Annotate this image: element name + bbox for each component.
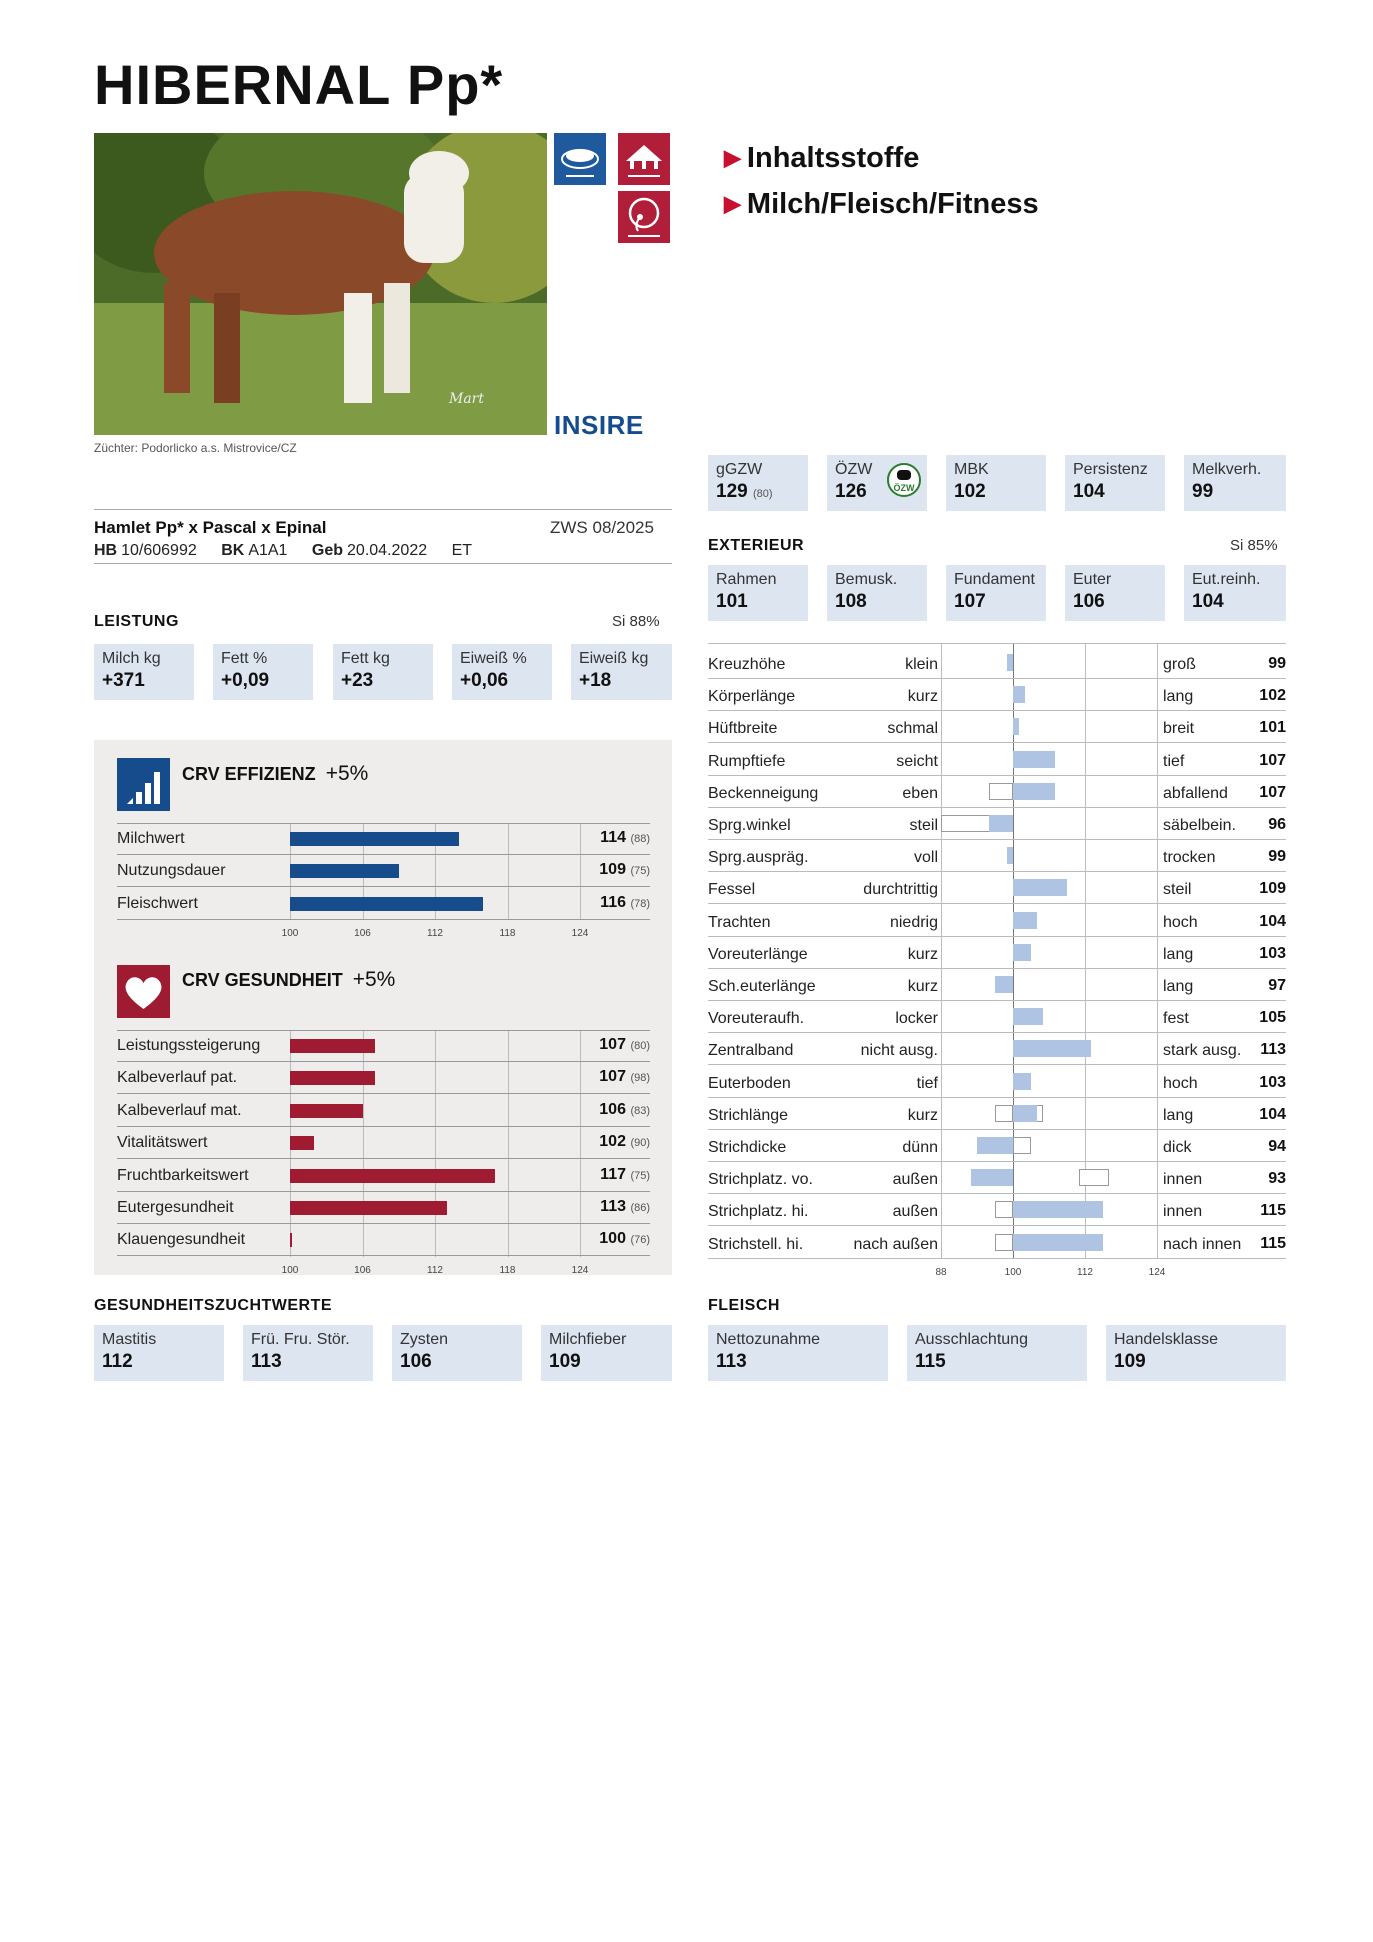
section-heading-fleisch: FLEISCH [708,1297,780,1314]
row-value-number: 113 [600,1198,626,1215]
trait-high-label: groß [1163,656,1196,673]
range-box [995,1234,1013,1251]
leistung-box: Fett kg +23 [333,644,433,700]
insire-badge: INSIRE [554,410,644,440]
trait-value: 105 [1259,1009,1286,1027]
trait-row [708,1066,1286,1098]
row-value-number: 117 [600,1165,626,1183]
trait-high-label: hoch [1163,913,1198,931]
row-value-number: 102 [599,1133,626,1151]
identifiers: HB 10/606992 BK A1A1 Geb 20.04.2022 ET [94,542,473,559]
trait-bar [1013,912,1037,929]
trait-low-label: kurz [907,945,938,963]
value-bar [290,897,483,911]
row-si: (90) [630,1137,650,1150]
barn-icon [618,133,670,185]
range-box [1013,1137,1031,1154]
row-value [599,1068,650,1086]
trait-name: Trachten [708,913,771,931]
value-bar [290,1233,292,1247]
trait-high-label: nach innen [1163,1235,1242,1253]
trait-bar [1013,1201,1103,1218]
row-label: Milchwert [117,830,185,847]
fleisch-box: Ausschlachtung 115 [907,1325,1087,1381]
row-value [599,1036,650,1054]
crv-row [117,888,650,920]
trait-name: Fessel [708,881,756,899]
divider [94,509,672,510]
trait-value: 97 [1268,977,1286,994]
trait-high-label: hoch [1163,1074,1198,1092]
trait-value: 101 [1259,719,1286,737]
row-value-number: 107 [599,1068,626,1086]
trait-name: Sch.euterlänge [708,978,816,995]
leistung-si: Si 88% [612,613,660,630]
axis-tick-label: 112 [427,1264,443,1276]
trait-bar [1013,944,1031,961]
trait-bar [977,1137,1013,1154]
axis-tick-label: 100 [281,1264,299,1276]
crv-row [117,1127,650,1159]
photo-watermark: Mart [449,391,484,407]
divider [94,563,672,564]
trait-name: Strichlänge [708,1106,789,1124]
trait-value: 99 [1268,848,1286,866]
trait-high-label: stark ausg. [1163,1042,1242,1060]
section-heading-exterieur: EXTERIEUR [708,537,805,554]
trait-value: 104 [1259,912,1286,930]
trait-row [708,1001,1286,1033]
summary-box: MBK 102 [946,455,1046,511]
milk-component-icon [554,133,606,185]
row-label: Fruchtbarkeitswert [117,1166,249,1184]
trait-high-label: steil [1163,881,1192,899]
row-divider [117,823,650,824]
trait-low-label: dünn [902,1139,938,1156]
row-si: (86) [630,1202,650,1214]
summary-box: Persistenz 104 [1065,455,1165,511]
row-label: Klauengesundheit [117,1231,246,1249]
row-si: (98) [630,1072,650,1085]
trait-value: 103 [1259,944,1286,962]
summary-box: ÖZW 126 ÖZW [827,455,927,511]
leistung-box: Eiweiß kg +18 [571,644,672,700]
summary-box: Melkverh. 99 [1184,455,1286,511]
value-bar [290,1201,447,1215]
trait-low-label: klein [905,656,938,673]
row-value [600,894,650,912]
trait-high-label: innen [1163,1203,1203,1221]
axis-tick-label: 112 [427,928,443,940]
value-bar [290,1039,375,1053]
crv-row [117,1095,650,1127]
trait-low-label: außen [892,1171,938,1189]
oezw-logo-icon: ÖZW [887,463,921,497]
row-divider [708,643,1286,644]
crv-row [117,1192,650,1224]
trait-row [708,872,1286,904]
trait-name: Körperlänge [708,688,796,706]
trait-high-label: lang [1163,688,1194,706]
trait-row [708,808,1286,840]
trait-row [708,1130,1286,1162]
exterieur-box: Fundament 107 [946,565,1046,621]
trait-value: 104 [1259,1105,1286,1123]
gesundheit-heading: CRV GESUNDHEIT +5% [182,968,396,991]
row-value-number: 114 [600,829,626,846]
trait-value: 93 [1268,1170,1286,1188]
row-value [600,829,650,847]
trait-name: Kreuzhöhe [708,656,786,673]
trait-value: 96 [1268,816,1286,833]
trait-high-label: innen [1163,1171,1203,1189]
trait-row [708,711,1286,743]
section-heading-leistung: LEISTUNG [94,613,179,630]
row-si: (80) [630,1040,650,1052]
value-bar [290,1104,363,1118]
fleisch-box: Nettozunahme 113 [708,1325,888,1381]
trait-name: Euterboden [708,1074,791,1092]
section-heading-gesundheitszw: GESUNDHEITSZUCHTWERTE [94,1297,333,1314]
row-si: (78) [630,897,650,910]
value-bar [290,1169,495,1183]
value-bar [290,1136,314,1150]
trait-bar [1013,718,1019,735]
trait-name: Strichplatz. vo. [708,1171,813,1189]
trait-low-label: seicht [896,752,938,770]
trait-low-label: voll [913,849,938,867]
trait-row [708,905,1286,937]
row-label: Eutergesundheit [117,1199,234,1216]
trait-low-label: durchtrittig [863,881,938,899]
triangle-icon: ▶ [724,191,741,216]
trait-value: 102 [1259,687,1286,705]
trait-value: 107 [1259,751,1286,769]
exterieur-box: Euter 106 [1065,565,1165,621]
trait-name: Rumpftiefe [708,752,786,770]
gesundheitszw-box: Milchfieber 109 [541,1325,672,1381]
trait-low-label: kurz [907,978,938,995]
row-value [599,1101,650,1119]
crv-row [117,1062,650,1094]
trait-low-label: kurz [907,1106,938,1124]
trait-bar [1013,1008,1043,1025]
trait-row [708,1194,1286,1226]
trait-value: 99 [1268,655,1286,672]
exterieur-box: Eut.reinh. 104 [1184,565,1286,621]
gesundheitszw-box: Zysten 106 [392,1325,522,1381]
row-value-number: 107 [599,1036,626,1053]
crv-row [117,855,650,887]
row-value [600,1166,650,1184]
trait-row [708,744,1286,776]
breeder-caption: Züchter: Podorlicko a.s. Mistrovice/CZ [94,441,297,455]
row-label: Vitalitätswert [117,1134,208,1152]
trait-row [708,1162,1286,1194]
health-heart-icon [117,965,170,1018]
gesundheitszw-box: Mastitis 112 [94,1325,224,1381]
trait-bar [1007,654,1013,671]
trait-row [708,776,1286,808]
trait-low-label: steil [909,817,938,834]
crv-row [117,1030,650,1062]
axis-tick-label: 100 [1004,1266,1022,1278]
value-bar [290,864,399,878]
row-label: Fleischwert [117,894,198,912]
row-label: Kalbeverlauf pat. [117,1069,238,1087]
trait-bar [989,815,1013,832]
trait-row [708,840,1286,872]
trait-bar [1013,1234,1103,1251]
trait-value: 115 [1260,1202,1286,1220]
trait-bar [1013,1105,1037,1122]
triangle-icon: ▶ [724,145,741,170]
trait-bar [1013,686,1025,703]
trait-bar [1013,751,1055,768]
axis-tick-label: 124 [571,928,589,940]
range-box [995,1105,1013,1122]
trait-row [708,679,1286,711]
trait-low-label: eben [902,784,938,802]
trait-bar [995,976,1013,993]
trait-bar [971,1169,1013,1186]
crv-row [117,823,650,855]
trait-bar [1013,879,1067,896]
row-value-number: 109 [599,861,626,879]
trait-value: 94 [1268,1138,1286,1155]
trait-bar [1007,847,1013,864]
trait-name: Voreuteraufh. [708,1010,805,1028]
axis-tick-label: 100 [281,928,299,940]
exterieur-box: Bemusk. 108 [827,565,927,621]
gesundheitszw-box: Frü. Fru. Stör. 113 [243,1325,373,1381]
leistung-box: Fett % +0,09 [213,644,313,700]
row-si: (88) [630,833,650,845]
trait-row [708,969,1286,1001]
trait-value: 109 [1259,880,1286,898]
trait-low-label: nicht ausg. [860,1042,938,1060]
row-label: Leistungssteigerung [117,1037,261,1054]
trait-name: Strichplatz. hi. [708,1203,809,1221]
trait-name: Zentralband [708,1042,794,1060]
row-divider [117,919,650,920]
row-label: Nutzungsdauer [117,862,226,880]
trait-name: Voreuterlänge [708,945,808,963]
page-title: HIBERNAL Pp* [94,53,504,116]
trait-name: Sprg.winkel [708,817,791,834]
trait-name: Beckenneigung [708,784,819,802]
zws-date: ZWS 08/2025 [550,518,654,537]
axis-tick-label: 118 [499,928,516,940]
trait-value: 115 [1260,1234,1286,1252]
leistung-box: Eiweiß % +0,06 [452,644,552,700]
trait-name: Sprg.auspräg. [708,849,809,867]
trait-high-label: trocken [1163,849,1216,867]
fleisch-box: Handelsklasse 109 [1106,1325,1286,1381]
fertility-icon [618,191,670,243]
cow-head-icon [897,470,911,480]
row-si: (75) [630,1169,650,1182]
row-si: (83) [630,1104,650,1117]
axis-tick-label: 124 [571,1264,589,1276]
trait-bar [1013,783,1055,800]
trait-value: 113 [1260,1041,1286,1059]
trait-bar [1013,1073,1031,1090]
bull-photo [94,133,547,435]
trait-row [708,1227,1286,1259]
trait-low-label: locker [895,1010,938,1028]
crv-row [117,1160,650,1192]
axis-tick-label: 124 [1148,1266,1166,1278]
trait-row [708,937,1286,969]
value-bar [290,832,459,846]
axis-tick-label: 88 [935,1266,947,1278]
exterieur-si: Si 85% [1230,537,1278,554]
row-value [599,1230,650,1248]
trait-high-label: säbelbein. [1163,817,1236,834]
effizienz-heading: CRV EFFIZIENZ +5% [182,762,369,785]
trait-row [708,1098,1286,1130]
trait-high-label: dick [1163,1139,1192,1156]
range-box [1079,1169,1109,1186]
axis-tick-label: 106 [354,1264,371,1276]
trait-bar [1013,1040,1091,1057]
trait-name: Strichstell. hi. [708,1235,804,1253]
row-label: Kalbeverlauf mat. [117,1101,242,1119]
axis-tick-label: 112 [1077,1266,1093,1278]
row-value [599,861,650,879]
exterieur-box: Rahmen 101 [708,565,808,621]
row-si: (75) [630,865,650,878]
efficiency-icon [117,758,170,811]
trait-high-label: breit [1163,720,1195,738]
trait-low-label: außen [892,1203,938,1221]
trait-low-label: schmal [887,720,938,738]
feature-bullet: ▶ Inhaltsstoffe [724,142,920,174]
row-divider [708,1258,1286,1259]
trait-low-label: nach außen [853,1235,938,1253]
trait-high-label: lang [1163,1106,1194,1124]
trait-high-label: lang [1163,978,1194,995]
row-value [599,1133,650,1151]
row-si: (76) [630,1234,650,1247]
trait-value: 103 [1259,1073,1286,1091]
row-value-number: 116 [600,893,626,911]
trait-row [708,647,1286,679]
row-value-number: 100 [599,1230,626,1248]
trait-high-label: tief [1163,752,1185,770]
trait-value: 107 [1259,783,1286,801]
trait-low-label: niedrig [889,913,938,931]
trait-row [708,1033,1286,1065]
range-box [989,783,1013,800]
axis-tick-label: 106 [354,928,371,940]
trait-name: Hüftbreite [708,720,778,738]
trait-low-label: tief [916,1074,938,1092]
trait-high-label: lang [1163,945,1194,963]
value-bar [290,1071,375,1085]
axis-tick-label: 118 [499,1264,516,1276]
row-value [600,1198,650,1216]
leistung-box: Milch kg +371 [94,644,194,700]
pedigree: Hamlet Pp* x Pascal x Epinal [94,518,327,537]
trait-name: Strichdicke [708,1139,787,1156]
summary-box: gGZW 129 (80) [708,455,808,511]
trait-low-label: kurz [907,688,938,706]
row-divider [117,1255,650,1256]
trait-high-label: abfallend [1163,784,1228,802]
row-divider [117,1030,650,1031]
row-value-number: 106 [599,1100,626,1118]
trait-high-label: fest [1163,1010,1189,1028]
crv-row [117,1224,650,1256]
feature-bullet: ▶ Milch/Fleisch/Fitness [724,188,1039,220]
range-box [995,1201,1013,1218]
